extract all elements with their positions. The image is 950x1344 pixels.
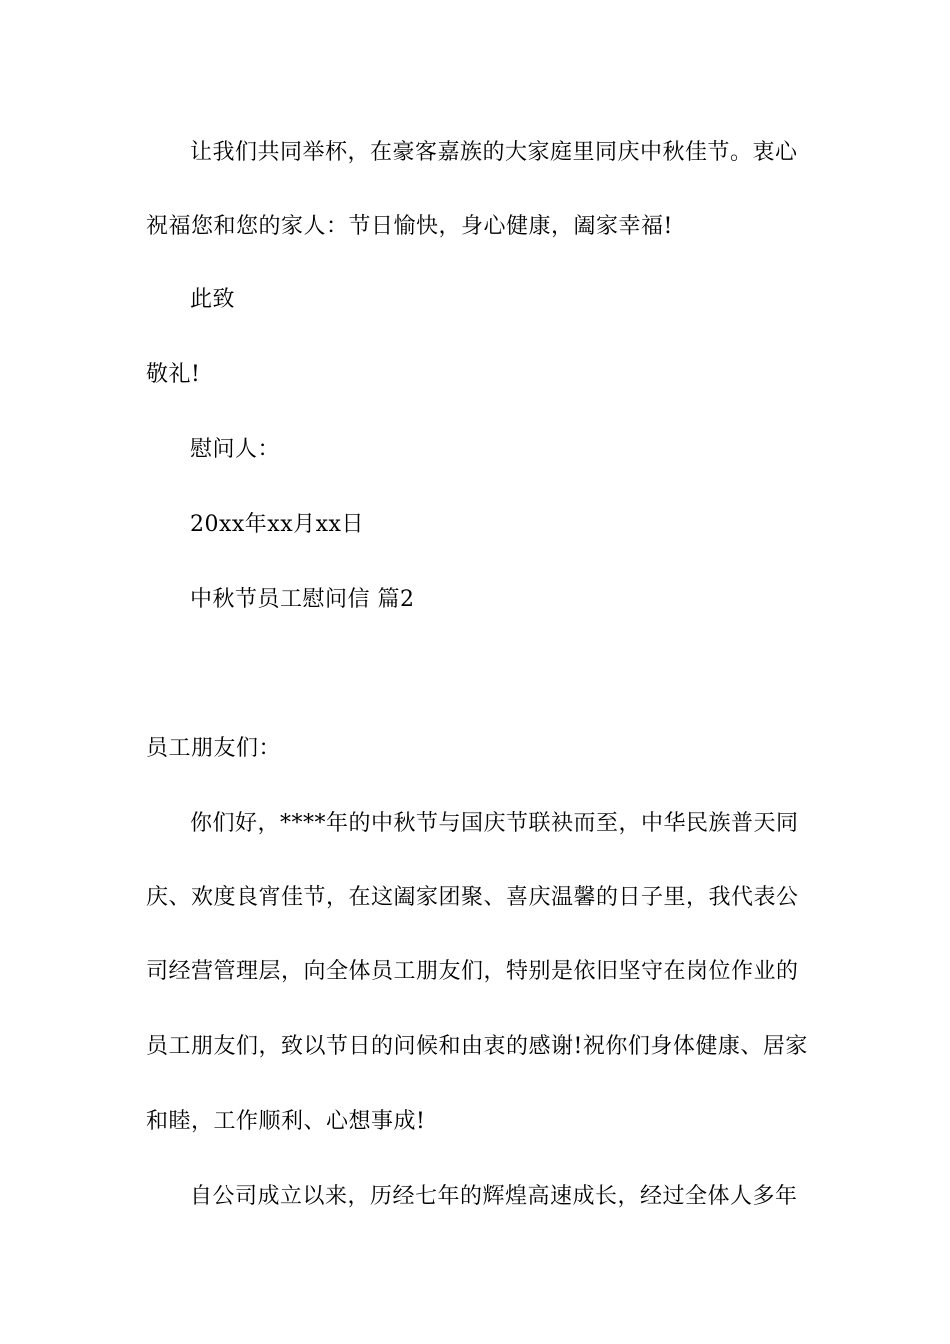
closing-regards: 敬礼! — [146, 362, 201, 387]
paragraph-line: 让我们共同举杯，在豪客嘉族的大家庭里同庆中秋佳节。衷心 — [190, 140, 798, 165]
paragraph-line: 祝福您和您的家人：节日愉快，身心健康，阖家幸福! — [146, 214, 673, 239]
greeting-line: 员工朋友们： — [146, 736, 282, 761]
paragraph-line: 自公司成立以来，历经七年的辉煌高速成长，经过全体人多年 — [190, 1184, 798, 1209]
paragraph-line: 和睦，工作顺利、心想事成! — [146, 1109, 426, 1134]
date-line: 20xx年xx月xx日 — [190, 512, 364, 537]
paragraph-line: 庆、欢度良宵佳节，在这阖家团聚、喜庆温馨的日子里，我代表公 — [146, 885, 799, 910]
signature-label: 慰问人： — [190, 437, 281, 462]
paragraph-line: 你们好，****年的中秋节与国庆节联袂而至，中华民族普天同 — [190, 811, 799, 836]
paragraph-line: 员工朋友们，致以节日的问候和由衷的感谢!祝你们身体健康、居家 — [146, 1034, 808, 1059]
closing-salutation: 此致 — [190, 287, 236, 312]
paragraph-line: 司经营管理层，向全体员工朋友们，特别是依旧坚守在岗位作业的 — [146, 959, 799, 984]
section-title: 中秋节员工慰问信 篇2 — [190, 587, 415, 612]
